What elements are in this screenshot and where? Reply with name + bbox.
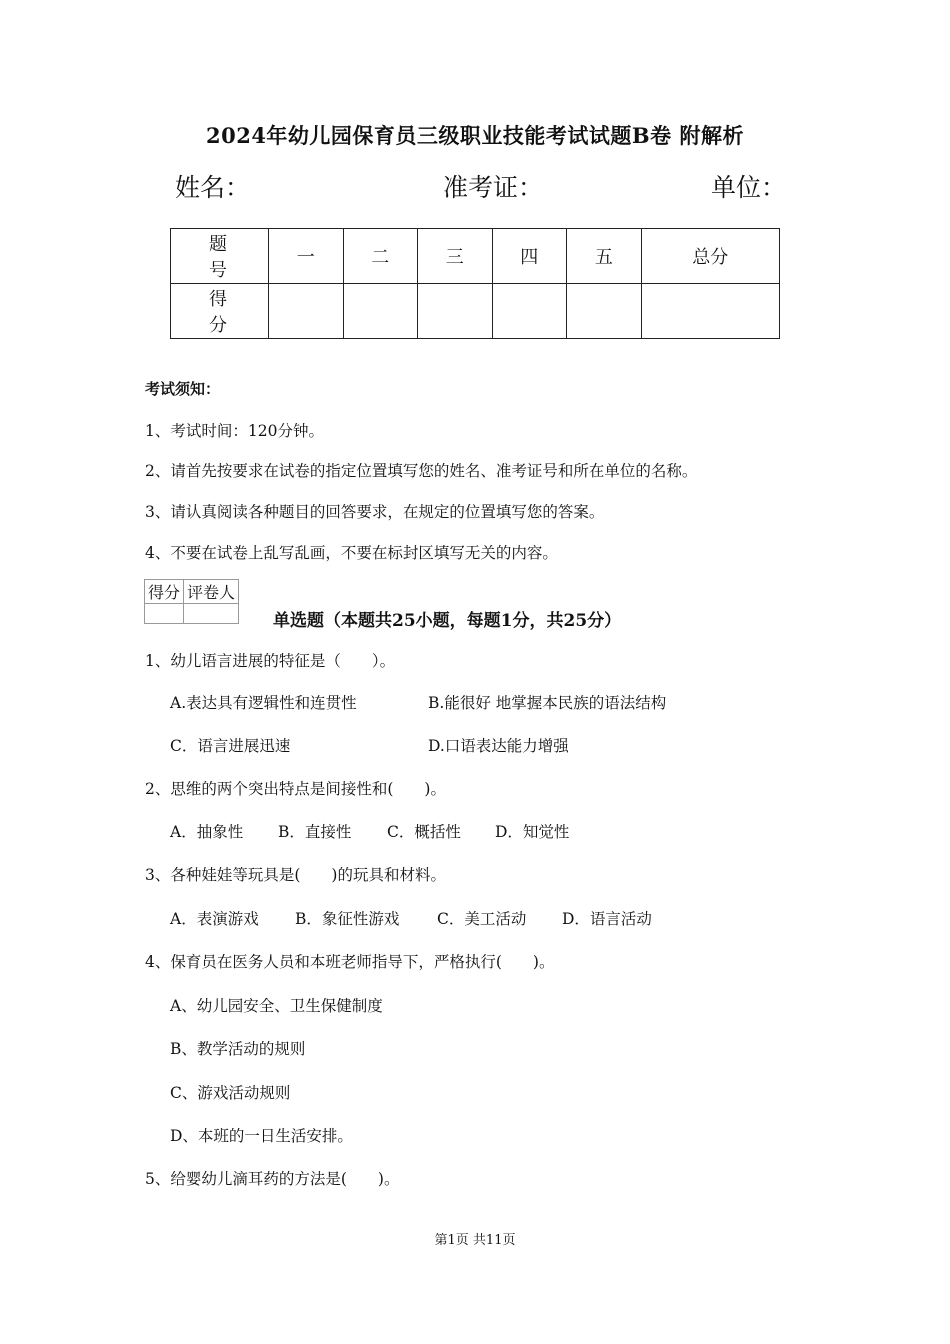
score-header-cell: 三 xyxy=(418,229,493,284)
score-cell xyxy=(418,284,493,339)
exam-title: 2024年幼儿园保育员三级职业技能考试试题B卷 附解析 xyxy=(205,123,744,148)
notice-title: 考试须知： xyxy=(145,380,221,398)
score-header-cell: 四 xyxy=(492,229,567,284)
question-stem: 3、各种娃娃等玩具是( )的玩具和材料。 xyxy=(145,866,446,884)
page-footer: 第1页 共11页 xyxy=(434,1233,516,1248)
question-option: C．美工活动 xyxy=(437,910,527,928)
score-table-score-row xyxy=(171,284,780,339)
score-header-cell: 一 xyxy=(269,229,344,284)
notice-item: 2、请首先按要求在试卷的指定位置填写您的姓名、准考证号和所在单位的名称。 xyxy=(145,462,698,480)
grader-box xyxy=(144,579,239,624)
score-cell xyxy=(567,284,642,339)
score-table-header-row xyxy=(171,229,780,284)
question-option: A．表演游戏 xyxy=(170,910,259,928)
score-header-cell: 二 xyxy=(343,229,418,284)
score-header-cell: 五 xyxy=(567,229,642,284)
name-label: 姓名： xyxy=(175,173,251,202)
notice-item: 3、请认真阅读各种题目的回答要求，在规定的位置填写您的答案。 xyxy=(145,503,605,521)
ticket-number-label: 准考证： xyxy=(443,173,544,202)
notice-item: 1、考试时间：120分钟。 xyxy=(145,422,324,440)
grader-reviewer-cell xyxy=(184,604,239,624)
score-cell xyxy=(343,284,418,339)
question-option: B．象征性游戏 xyxy=(295,910,400,928)
question-stem: 1、幼儿语言进展的特征是（ ）。 xyxy=(145,652,396,670)
question-option: B、教学活动的规则 xyxy=(170,1040,306,1058)
question-option: C．概括性 xyxy=(387,823,461,841)
question-option: B．直接性 xyxy=(278,823,352,841)
score-row-label: 得 分 xyxy=(171,284,269,339)
section-title: 单选题（本题共25小题，每题1分，共25分） xyxy=(273,611,622,631)
question-option: C．语言进展迅速 xyxy=(170,737,291,755)
question-stem: 2、思维的两个突出特点是间接性和( )。 xyxy=(145,780,446,798)
score-header-cell: 总分 xyxy=(641,229,779,284)
unit-label: 单位： xyxy=(711,173,787,202)
question-stem: 4、保育员在医务人员和本班老师指导下，严格执行( )。 xyxy=(145,953,555,971)
question-option: A.表达具有逻辑性和连贯性 xyxy=(170,694,357,712)
notice-item: 4、不要在试卷上乱写乱画，不要在标封区填写无关的内容。 xyxy=(145,544,558,562)
question-option: A．抽象性 xyxy=(170,823,244,841)
question-option: D．知觉性 xyxy=(495,823,570,841)
score-header-cell: 题 号 xyxy=(171,229,269,284)
grader-reviewer-label: 评卷人 xyxy=(184,580,239,604)
question-option: C、游戏活动规则 xyxy=(170,1084,291,1102)
question-option: D．语言活动 xyxy=(562,910,652,928)
grader-score-label: 得分 xyxy=(145,580,184,604)
question-option: B.能很好 地掌握本民族的语法结构 xyxy=(428,694,667,712)
question-option: D.口语表达能力增强 xyxy=(428,737,569,755)
question-stem: 5、给婴幼儿滴耳药的方法是( )。 xyxy=(145,1170,400,1188)
score-cell xyxy=(641,284,779,339)
grader-score-cell xyxy=(145,604,184,624)
question-option: D、本班的一日生活安排。 xyxy=(170,1127,353,1145)
score-cell xyxy=(492,284,567,339)
score-cell xyxy=(269,284,344,339)
score-table xyxy=(170,228,780,339)
question-option: A、幼儿园安全、卫生保健制度 xyxy=(170,997,383,1015)
